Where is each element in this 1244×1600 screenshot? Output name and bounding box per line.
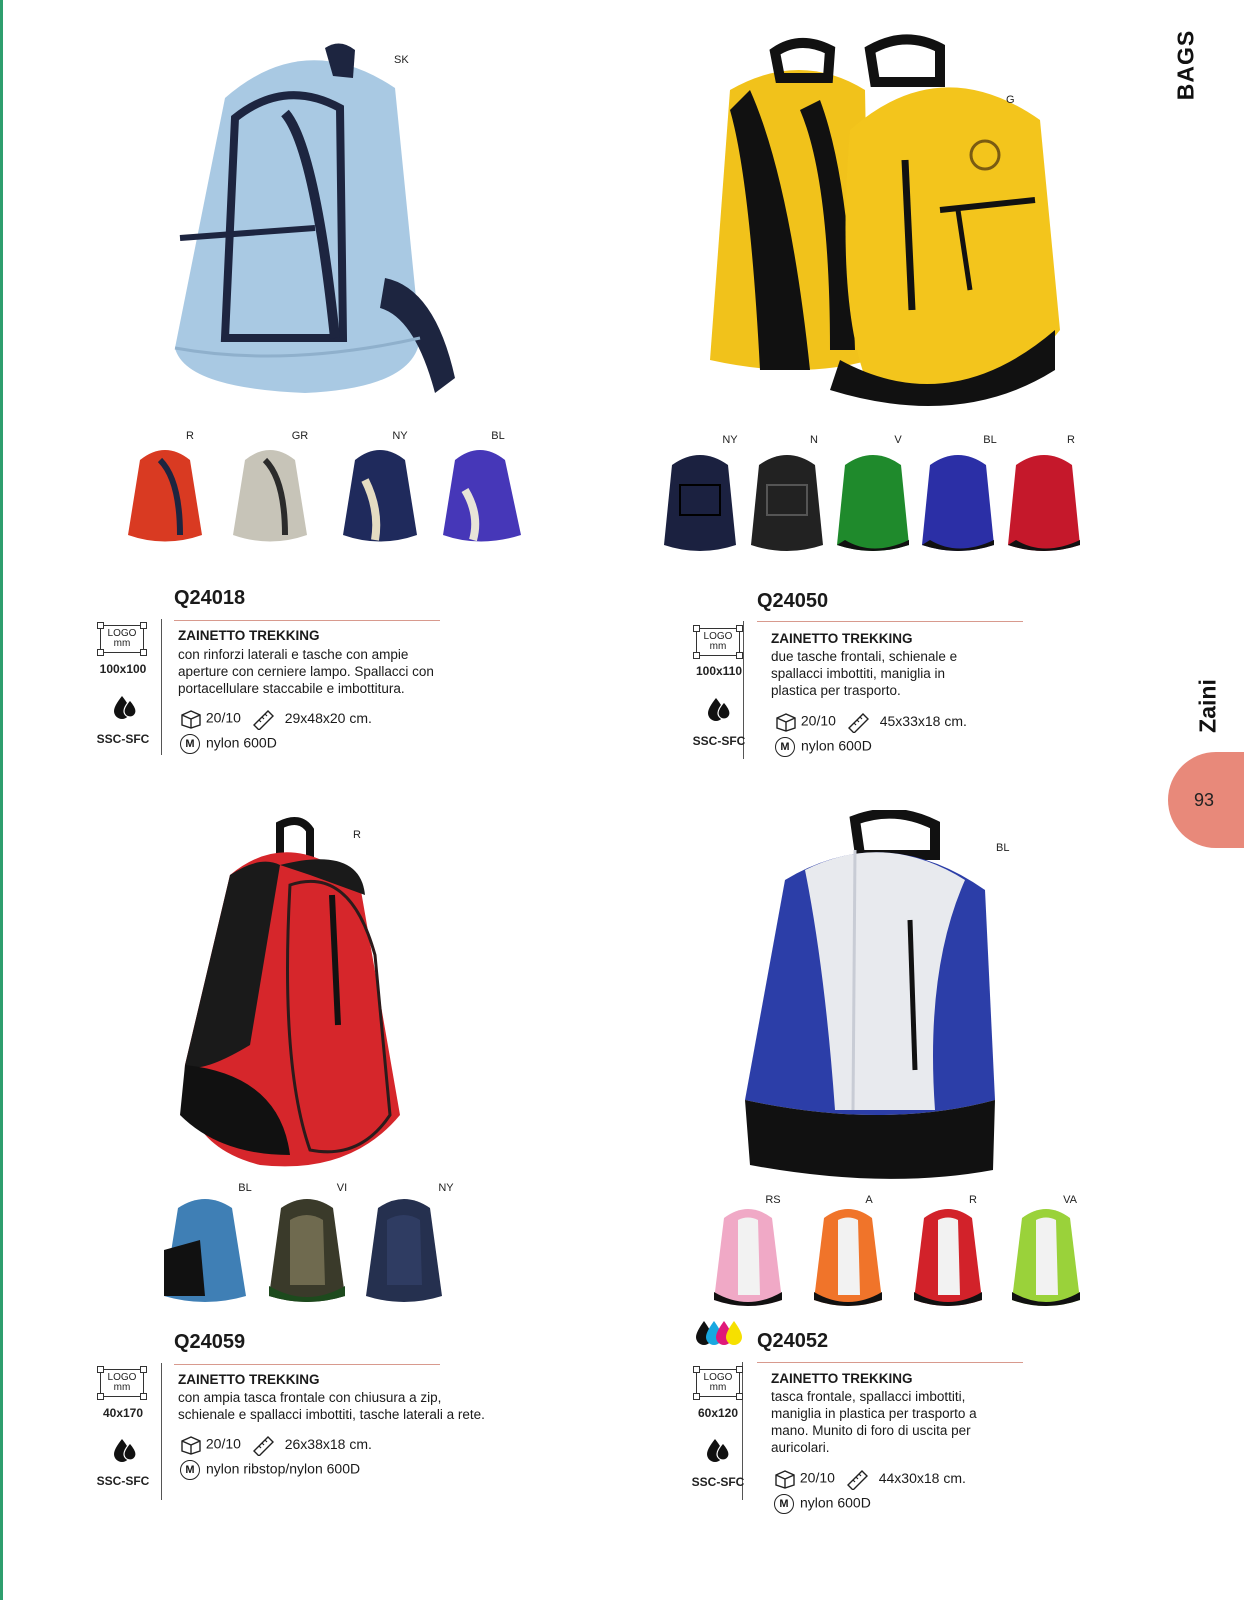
variant-label: BL xyxy=(983,434,997,446)
ink-drop-icon xyxy=(110,1437,140,1463)
variant-thumbnail[interactable] xyxy=(120,440,210,550)
material-m-icon: M xyxy=(180,734,200,754)
variant-thumbnail[interactable] xyxy=(808,1200,888,1312)
variant-label: A xyxy=(865,1194,873,1206)
backpack-hero-image xyxy=(690,30,1080,410)
pack-and-dimensions: 20/10 29x48x20 cm. xyxy=(180,708,372,730)
product-name: ZAINETTO TREKKING xyxy=(178,628,320,643)
page-edge-stripe xyxy=(0,0,3,1600)
product-name: ZAINETTO TREKKING xyxy=(178,1372,320,1387)
hero-color-code: R xyxy=(353,829,361,841)
product-code: Q24050 xyxy=(757,590,829,612)
ruler-icon xyxy=(846,711,872,733)
product-name: ZAINETTO TREKKING xyxy=(771,631,913,646)
print-technique: SSC-SFC xyxy=(691,1475,745,1489)
product-description: con ampia tasca frontale con chiusura a zip, schienale e spallacci imbottiti, tasche laterali a rete. xyxy=(178,1390,485,1422)
variant-label: V xyxy=(894,434,902,446)
variant-thumbnail[interactable] xyxy=(435,440,530,550)
backpack-hero-image xyxy=(735,810,1015,1185)
logo-area-icon xyxy=(696,1369,740,1397)
material: M nylon 600D xyxy=(775,737,872,757)
material-m-icon: M xyxy=(775,737,795,757)
category-title-en: BAGS xyxy=(1172,29,1199,101)
material-m-icon: M xyxy=(774,1494,794,1514)
ruler-icon xyxy=(845,1468,871,1490)
divider xyxy=(757,621,1023,622)
logo-area-icon xyxy=(100,1369,144,1397)
divider xyxy=(174,1364,440,1365)
product-code: Q24018 xyxy=(174,587,246,609)
product-code: Q24052 xyxy=(757,1330,829,1352)
variant-thumbnail[interactable] xyxy=(265,1190,350,1308)
product-description: due tasche frontali, schienale e spallacci imbottiti, maniglia in plastica per trasporto. xyxy=(771,649,958,698)
product-code: Q24059 xyxy=(174,1331,246,1353)
divider xyxy=(757,1362,1023,1363)
logo-unit: mm xyxy=(709,1382,727,1393)
pack-and-dimensions: 20/10 44x30x18 cm. xyxy=(774,1468,966,1490)
category-title-it: Zaini xyxy=(1194,679,1221,733)
variant-label: R xyxy=(186,430,194,442)
pack-and-dimensions: 20/10 45x33x18 cm. xyxy=(775,711,967,733)
variant-label: NY xyxy=(392,430,408,442)
variant-label: NY xyxy=(722,434,738,446)
page-number: 93 xyxy=(1194,790,1215,810)
variant-thumbnail[interactable] xyxy=(918,445,998,557)
logo-area-icon xyxy=(100,625,144,653)
hero-color-code: BL xyxy=(996,842,1010,854)
backpack-hero-image xyxy=(160,815,410,1185)
print-technique: SSC-SFC xyxy=(96,1474,150,1488)
logo-area-icon xyxy=(696,628,740,656)
variant-thumbnail[interactable] xyxy=(1004,445,1084,557)
logo-unit: mm xyxy=(709,641,727,652)
variant-label: R xyxy=(969,1194,977,1206)
variant-label: N xyxy=(810,434,818,446)
logo-size: 40x170 xyxy=(102,1406,144,1420)
box-icon xyxy=(180,1435,202,1455)
logo-label: LOGO xyxy=(107,1372,137,1383)
variant-thumbnail[interactable] xyxy=(660,445,740,557)
cmyk-drops-icon xyxy=(694,1318,744,1348)
logo-size: 60x120 xyxy=(697,1406,739,1420)
backpack-hero-image xyxy=(165,38,465,413)
variant-thumbnail[interactable] xyxy=(362,1190,447,1308)
divider xyxy=(174,620,440,621)
pack-and-dimensions: 20/10 26x38x18 cm. xyxy=(180,1434,372,1456)
variant-label: BL xyxy=(491,430,505,442)
material: M nylon ribstop/nylon 600D xyxy=(180,1460,360,1480)
logo-size: 100x100 xyxy=(99,662,147,676)
variant-thumbnail[interactable] xyxy=(908,1200,988,1312)
variant-label: R xyxy=(1067,434,1075,446)
variant-label: RS xyxy=(765,1194,781,1206)
variant-label: BL xyxy=(238,1182,252,1194)
variant-label: NY xyxy=(438,1182,454,1194)
variant-label: VA xyxy=(1063,1194,1077,1206)
variant-thumbnail[interactable] xyxy=(1006,1200,1086,1312)
material: M nylon 600D xyxy=(774,1494,871,1514)
ruler-icon xyxy=(251,708,277,730)
ink-drop-icon xyxy=(110,694,140,720)
vertical-divider xyxy=(161,619,162,755)
variant-label: VI xyxy=(336,1182,348,1194)
material-m-icon: M xyxy=(180,1460,200,1480)
variant-label: GR xyxy=(291,430,309,442)
product-description: con rinforzi laterali e tasche con ampie aperture con cerniere lampo. Spallacci con portacellulare staccabile e imbottitura. xyxy=(178,647,434,696)
variant-thumbnail[interactable] xyxy=(708,1200,788,1312)
logo-label: LOGO xyxy=(703,1372,733,1383)
logo-unit: mm xyxy=(113,1382,131,1393)
box-icon xyxy=(774,1469,796,1489)
material: M nylon 600D xyxy=(180,734,277,754)
product-name: ZAINETTO TREKKING xyxy=(771,1371,913,1386)
ink-drop-icon xyxy=(704,696,734,722)
variant-thumbnail[interactable] xyxy=(833,445,913,557)
logo-size: 100x110 xyxy=(695,664,743,678)
logo-label: LOGO xyxy=(107,628,137,639)
variant-thumbnail[interactable] xyxy=(225,440,315,550)
logo-label: LOGO xyxy=(703,631,733,642)
ink-drop-icon xyxy=(703,1437,733,1463)
print-technique: SSC-SFC xyxy=(96,732,150,746)
page-number-tab xyxy=(1168,752,1244,848)
variant-thumbnail[interactable] xyxy=(335,440,425,550)
box-icon xyxy=(775,712,797,732)
box-icon xyxy=(180,709,202,729)
logo-unit: mm xyxy=(113,638,131,649)
print-technique: SSC-SFC xyxy=(692,734,746,748)
variant-thumbnail[interactable] xyxy=(160,1190,250,1308)
hero-color-code: SK xyxy=(394,54,409,66)
vertical-divider xyxy=(161,1363,162,1500)
variant-thumbnail[interactable] xyxy=(747,445,827,557)
product-description: tasca frontale, spallacci imbottiti, maniglia in plastica per trasporto a mano. Munito di foro di uscita per auricolari. xyxy=(771,1389,977,1455)
hero-color-code: G xyxy=(1006,94,1015,106)
ruler-icon xyxy=(251,1434,277,1456)
